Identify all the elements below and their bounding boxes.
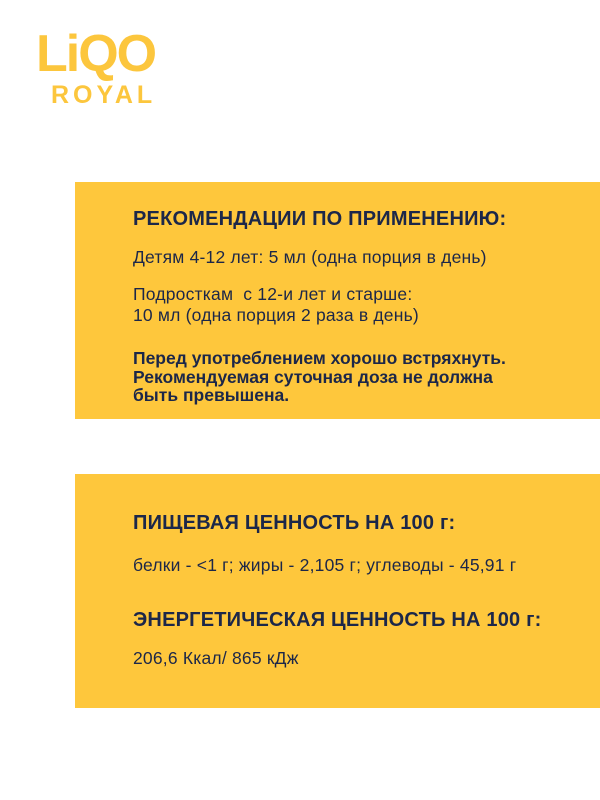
nutrition-values-text: белки - <1 г; жиры - 2,105 г; углеводы - 45,91 г [133,555,517,575]
recommendations-title: РЕКОМЕНДАЦИИ ПО ПРИМЕНЕНИЮ: [133,208,507,230]
brand-logo [36,25,157,110]
logo-wordmark: LiQO [36,25,156,83]
nutrition-panel [75,474,600,708]
dose-teens-line1: Подросткам с 12-и лет и старше: [133,284,413,304]
recommendations-panel [75,182,600,419]
warning-line: Рекомендуемая суточная доза не должна [133,366,493,387]
dose-teens-line2: 10 мл (одна порция 2 раза в день) [133,305,419,325]
dose-teens-text [133,284,570,326]
energy-values-text: 206,6 Ккал/ 865 кДж [133,648,299,668]
warning-text [133,349,570,405]
warning-line: быть превышена. [133,385,290,405]
logo-subtitle: ROYAL [51,81,157,109]
energy-title: ЭНЕРГЕТИЧЕСКАЯ ЦЕННОСТЬ НА 100 г: [133,609,542,631]
dose-children-text: Детям 4-12 лет: 5 мл (одна порция в день) [133,247,487,267]
warning-line: Перед употреблением хорошо встряхнуть. [133,348,506,368]
nutrition-title: ПИЩЕВАЯ ЦЕННОСТЬ НА 100 г: [133,512,456,534]
